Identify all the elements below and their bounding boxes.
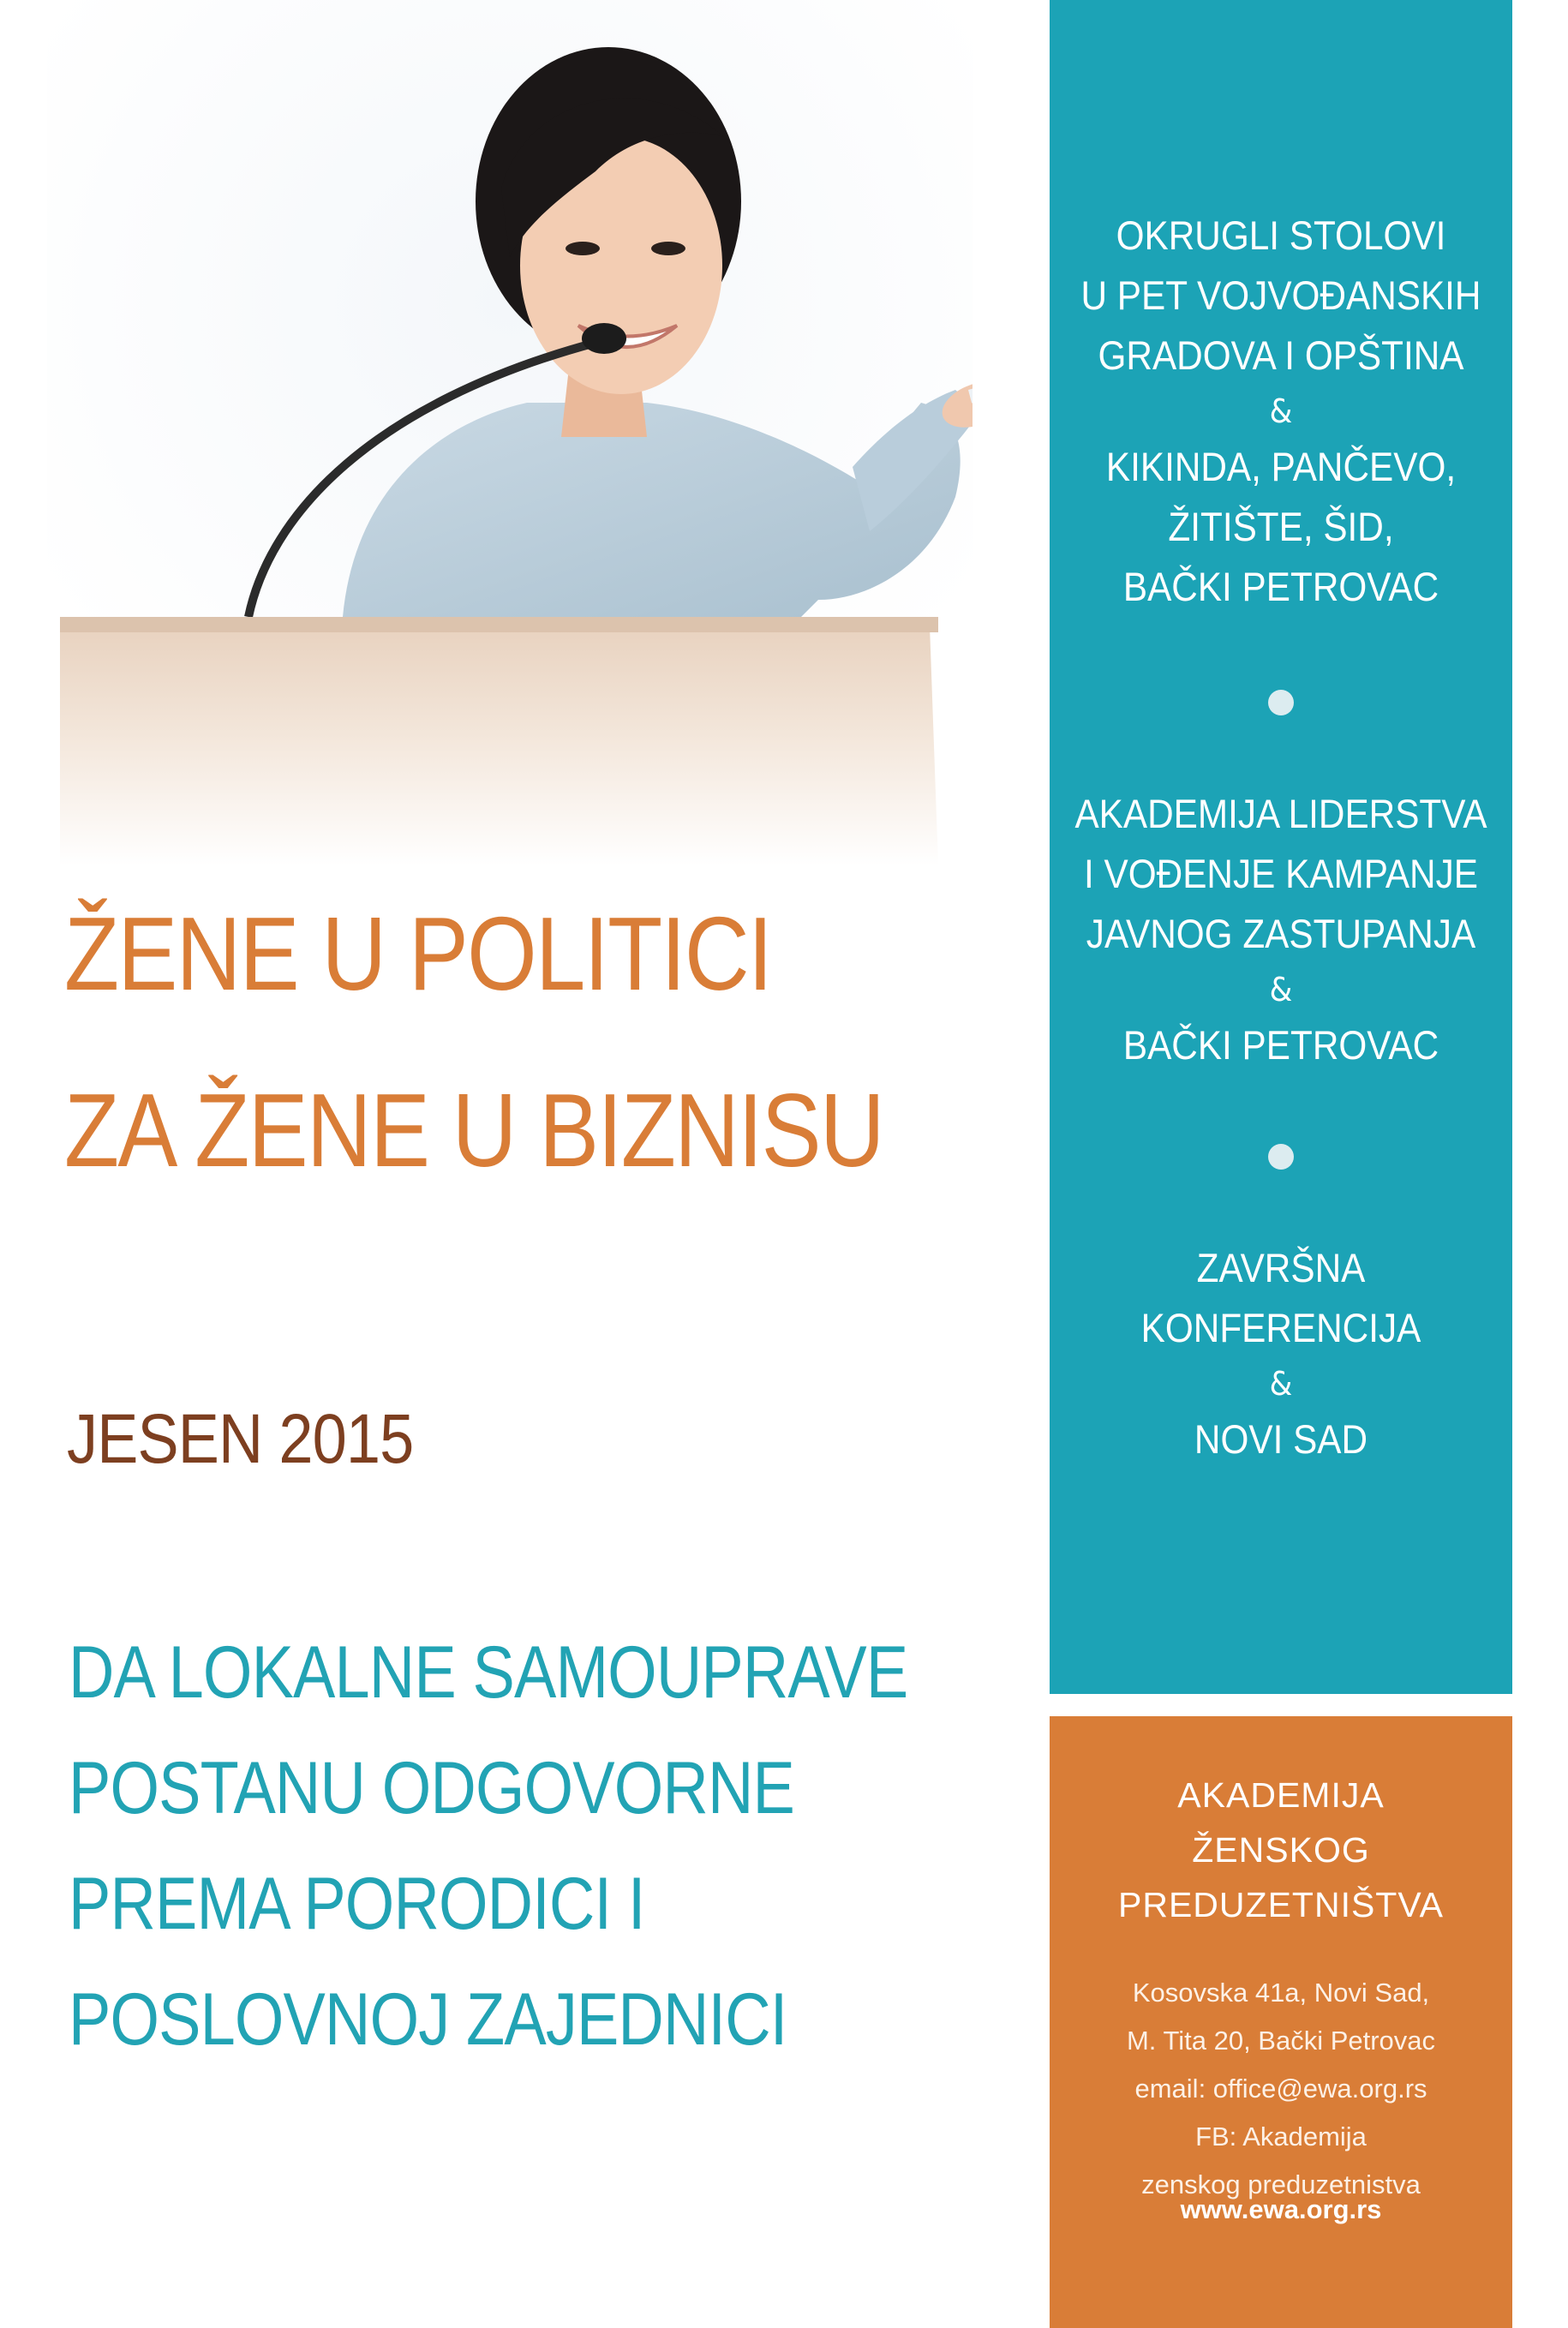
main-headline	[64, 865, 883, 1218]
separator-dot	[1268, 690, 1294, 715]
website-link[interactable]: www.ewa.org.rs	[1180, 2194, 1382, 2224]
event-round-tables	[1050, 206, 1512, 617]
event-3-place-1: NOVI SAD	[1194, 1416, 1368, 1462]
contact-address-2: M. Tita 20, Bački Petrovac	[1126, 2026, 1436, 2056]
org-name-line-1: AKADEMIJA	[1177, 1775, 1385, 1815]
event-1-title-2: U PET VOJVOĐANSKIH	[1080, 272, 1481, 318]
event-1-title-3: GRADOVA I OPŠTINA	[1098, 332, 1464, 378]
event-1-title-1: OKRUGLI STOLOVI	[1116, 212, 1446, 258]
event-1-place-2: ŽITIŠTE, ŠID,	[1168, 504, 1394, 549]
event-2-title-1: AKADEMIJA LIDERSTVA	[1074, 791, 1487, 836]
microphone-head	[582, 323, 626, 354]
organization-contact	[1050, 1969, 1512, 2209]
event-1-place-3: BAČKI PETROVAC	[1122, 564, 1439, 609]
events-panel	[1050, 0, 1512, 1694]
headline-line-1: ŽENE U POLITICI	[64, 895, 772, 1012]
mission-line-2: POSTANU ODGOVORNE	[69, 1747, 794, 1829]
org-name-line-2: ŽENSKOG	[1192, 1830, 1370, 1870]
event-date: JESEN 2015	[67, 1400, 414, 1478]
event-2-ampersand: &	[1269, 971, 1293, 1008]
contact-address-1: Kosovska 41a, Novi Sad,	[1132, 1978, 1430, 2008]
event-2-title-3: JAVNOG ZASTUPANJA	[1086, 911, 1476, 956]
org-name-line-3: PREDUZETNIŠTVA	[1118, 1885, 1444, 1924]
mission-line-3: PREMA PORODICI I	[69, 1863, 645, 1945]
organization-panel	[1050, 1716, 1512, 2328]
event-1-place-1: KIKINDA, PANČEVO,	[1105, 444, 1457, 489]
event-3-title-2: KONFERENCIJA	[1140, 1305, 1421, 1350]
podium-shape	[60, 625, 938, 865]
speaker-at-podium-image	[47, 0, 973, 865]
mission-line-4: POSLOVNOJ ZAJEDNICI	[69, 1978, 787, 2061]
organization-name	[1050, 1768, 1512, 1932]
contact-email[interactable]: email: office@ewa.org.rs	[1134, 2074, 1427, 2104]
contact-facebook-2: zenskog preduzetnistva	[1141, 2169, 1421, 2199]
mission-line-1: DA LOKALNE SAMOUPRAVE	[69, 1631, 908, 1714]
event-2-place-1: BAČKI PETROVAC	[1122, 1022, 1439, 1068]
event-1-ampersand: &	[1269, 392, 1293, 430]
event-leadership-academy	[1050, 784, 1512, 1075]
event-3-ampersand: &	[1269, 1365, 1293, 1403]
mission-statement	[69, 1615, 953, 2078]
separator-dot	[1268, 1144, 1294, 1170]
headline-line-2: ZA ŽENE U BIZNISU	[64, 1072, 883, 1188]
contact-facebook-1: FB: Akademija	[1195, 2122, 1367, 2151]
event-final-conference	[1050, 1238, 1512, 1469]
event-3-title-1: ZAVRŠNA	[1196, 1245, 1366, 1290]
event-2-title-2: I VOĐENJE KAMPANJE	[1084, 851, 1478, 896]
